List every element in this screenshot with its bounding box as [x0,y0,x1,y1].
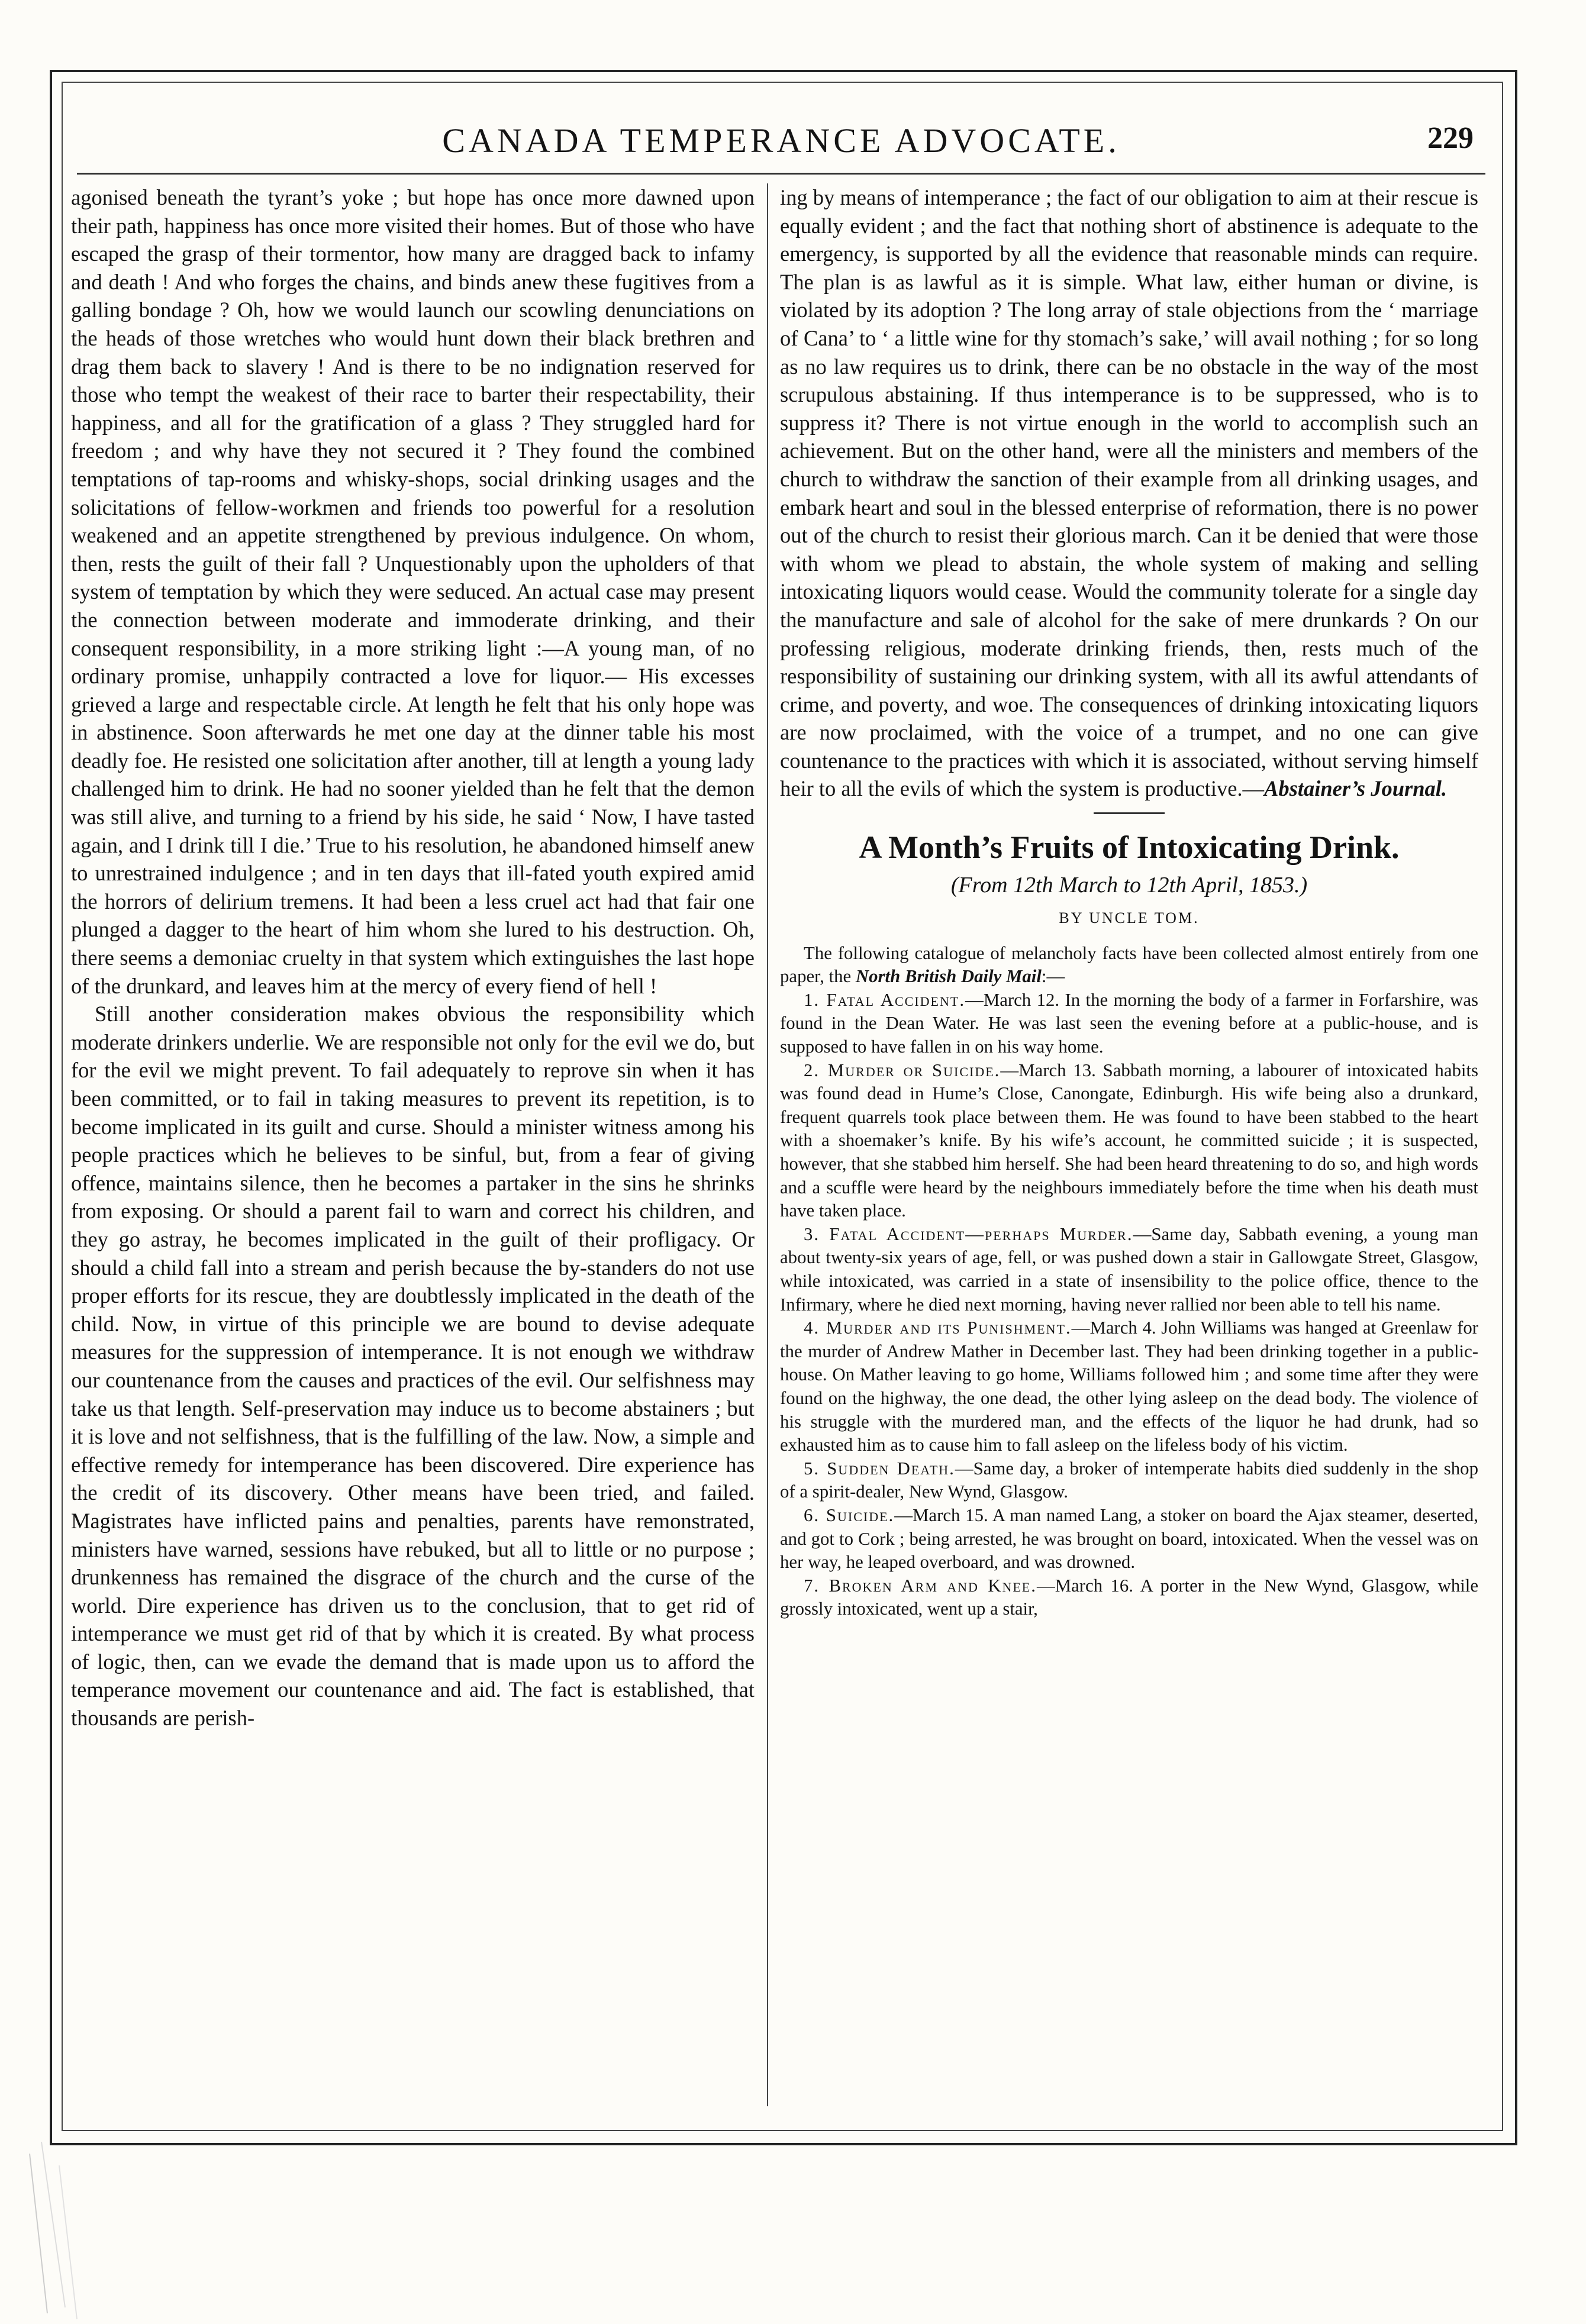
item-text: —March 4. John Williams was hanged at Greenlaw for the murder of Andrew Mather in December last. They had been drinking together in a public-house. On Mather leaving to go home, Williams followed him ; and some time after they were found on the highway, the one dead, the other lying asleep on the dead body. The violence of his struggle with the murdered man, and the effects of the liquor he had drunk, had so exhausted him as to cause him to fall asleep on the lifeless body of his victim. [780,1318,1478,1455]
article-separator [1094,812,1165,814]
article-byline: BY UNCLE TOM. [1059,909,1200,927]
article-item-7 [780,1574,1478,1621]
page-number: 229 [1427,121,1474,155]
left-column [71,183,755,1732]
article-title: A Month’s Fruits of Intoxicating Drink. [859,829,1400,866]
article-intro [780,942,1478,989]
article-item-2 [780,1059,1478,1223]
left-paragraph-2: Still another consideration makes obvious the responsibility which moderate drinkers underlie. We are responsible not only for the evil we do, but for the evil we might prevent. To fail adequately to reprove sin when it has been committed, or to fail in taking measures to prevent its repetition, is to become implicated in its guilt and curse. Should a minister witness among his people practices which he believes to be sinful, but, from a fear of giving offence, maintains silence, then he becomes a partaker in the sins he shrinks from exposing. Or should a parent fail to warn and correct his children, and they go astray, he becomes implicated in the guilt of their profligacy. Or should a child fall into a stream and perish because the by-standers do not use proper efforts for its rescue, they are doubtlessly implicated in the death of the child. Now, in virtue of this principle we are bound to devise adequate measures for the suppression of intemperance. It is not enough we withdraw our countenance from the causes and practices of the evil. Our selfishness may take us that length. Self-preservation may induce us to become abstainers ; but it is love and not selfishness, that is the fulfilling of the law. Now, a simple and effective remedy for intemperance has been discovered. Dire experience has the credit of its discovery. Other means have been tried, and failed. Magistrates have inflicted pains and penalties, parents have remonstrated, ministers have warned, sessions have rebuked, but all to little or no purpose ; drunkenness has remained the disgrace of the church and the curse of the world. Dire experience has driven us to the conclusion, that to get rid of intemperance we must get rid of that by which it is created. By what process of logic, then, can we evade the demand that is made upon us to afford the temperance movement our countenance and aid. The fact is established, that thousands are perish- [71,1002,755,1731]
page-corner-scratches [24,2142,201,2319]
item-heading: 5. Sudden Death. [804,1458,955,1479]
item-text: —March 15. A man named Lang, a stoker on board the Ajax steamer, deserted, and got to Cork ; being arrested, he was brought on board, intoxicated. When the vessel was on her way, he leaped overboard, and was drowned. [780,1505,1478,1573]
article-subtitle: (From 12th March to 12th April, 1853.) [950,873,1308,898]
article-item-4 [780,1316,1478,1457]
intro-text: The following catalogue of melancholy facts have been collected almost entirely from one paper, the [780,942,1478,987]
continuation-text: ing by means of intemperance ; the fact of our obligation to aim at their rescue is equally evident ; and the fact that nothing short of abstinence is adequate to the emergency, is supported by all the evidence that reasonable minds can require. The plan is as lawful as it is simple. What law, either human or divine, is violated by its adoption ? The long array of stale objections from the ‘ marriage of Cana’ to ‘ a little wine for thy stomach’s sake,’ will avail nothing ; for so long as no law requires us to drink, there can be no obstacle in the way of the most scrupulous abstaining. If thus intemperance is to be suppressed, who is to suppress it? There is not virtue enough in the world to accomplish such an achievement. But on the other hand, were all the ministers and members of the church to withdraw the sanction of their example from all drinking usages, and embark heart and soul in the blessed enterprise of reformation, there is no power out of the church to resist their glorious march. Can it be denied that were those with whom we plead to abstain, the whole system of making and selling intoxicating liquors would cease. Would the community tolerate for a single day the manufacture and sale of alcohol for the sake of mere drunkards ? On our professing religious, moderate drinking friends, then, rests much of the responsibility of sustaining our drinking system, with all its awful attendants of crime, and poverty, and woe. The consequences of drinking intoxicating liquors are now proclaimed, with the voice of a trumpet, and no one can give countenance to the practices with which it is associated, without serving himself heir to all the evils of which the system is productive.— [780,185,1478,801]
item-text: —Same day, a broker of intemperate habits died suddenly in the shop of a spirit-dealer, New Wynd, Glasgow. [780,1458,1478,1502]
item-heading: 1. Fatal Accident. [804,989,966,1010]
right-continuation [780,183,1478,803]
article-item-5 [780,1457,1478,1504]
item-text: —March 13. Sabbath morning, a labourer of intoxicated habits was found dead in Hume’s Close, Canongate, Edinburgh. His wife being also a drunkard, frequent quarrels took place between them. He was found to have been stabbed to the heart with a shoemaker’s knife. By his wife’s account, he committed suicide ; it is suspected, however, that she stabbed him herself. She had been heard threatening to do so, and high words and a scuffle were heard by the neighbours immediately before the time when his death must have taken place. [780,1060,1478,1221]
right-column [780,183,1478,1621]
column-divider [767,183,768,2106]
item-heading: 7. Broken Arm and Knee. [804,1575,1037,1596]
item-text: —March 12. In the morning the body of a farmer in Forfarshire, was found in the Dean Water. He was last seen the evening before at a public-house, and is supposed to have fallen in on his way home. [780,989,1478,1057]
running-head: CANADA TEMPERANCE ADVOCATE. [442,121,1120,160]
intro-end: :— [1041,966,1065,987]
article-body [780,942,1478,1621]
article-item-1 [780,989,1478,1059]
item-heading: 3. Fatal Accident—perhaps Murder. [804,1224,1133,1244]
page-header [77,116,1485,169]
header-rule [77,173,1485,175]
item-heading: 6. Suicide. [804,1505,895,1525]
item-heading: 2. Murder or Suicide. [804,1060,1001,1080]
item-text: —Same day, Sabbath evening, a young man about twenty-six years of age, fell, or was pushed down a stair in Gallowgate Street, Glasgow, while intoxicated, was carried in a state of insensibility to the police office, thence to the Infirmary, where he died next morning, having never rallied nor been able to tell his name. [780,1224,1478,1315]
intro-paper-name: North British Daily Mail [855,966,1042,987]
article-item-3 [780,1223,1478,1316]
article-item-6 [780,1504,1478,1574]
item-heading: 4. Murder and its Punishment. [804,1318,1072,1338]
source-citation: Abstainer’s Journal. [1264,776,1448,801]
left-paragraph-1: agonised beneath the tyrant’s yoke ; but hope has once more dawned upon their path, happiness has once more visited their homes. But of those who have escaped the grasp of their tormentor, how many are dragged back to infamy and death ! And who forges the chains, and binds anew these fugitives from a galling bondage ? Oh, how we would launch our scowling denunciations on the heads of those wretches who would hunt down their black brethren and drag them back to slavery ! And is there to be no indignation reserved for those who tempt the weakest of their race to barter their respectability, their happiness, and all for the gratification of a glass ? They struggled hard for freedom ; and why have they not secured it ? They found the combined temptations of tap-rooms and whisky-shops, social drinking usages and the solicitations of fellow-workmen and friends too powerful for a resolution weakened and an appetite strengthened by previous indulgence. On whom, then, rests the guilt of their fall ? Unquestionably upon the upholders of that system of temptation by which they were seduced. An actual case may present the connection between moderate and immoderate drinking, and their consequent responsibility, in a more striking light :—A young man, of no ordinary promise, unhappily contracted a love for liquor.— His excesses grieved a large and respectable circle. At length he felt that his only hope was in abstinence. Soon afterwards he met one day at the dinner table his most deadly foe. He resisted one solicitation after another, till at length a young lady challenged him to drink. He had no sooner yielded than he felt that the demon was still alive, and turning to a friend by his side, he said ‘ Now, I have tasted again, and I drink till I die.’ True to his resolution, he abandoned himself anew to unrestrained indulgence ; and in ten days that ill-fated youth expired amid the horrors of delirium tremens. It had been a less cruel act had that fair one plunged a dagger to the heart of him whom she lured to his destruction. Oh, there seems a demoniac cruelty in that system which extinguishes the last hope of the drunkard, and leaves him at the mercy of every fiend of hell ! [71,185,755,998]
item-text: —March 16. A porter in the New Wynd, Glasgow, while grossly intoxicated, went up a stair, [780,1575,1479,1619]
